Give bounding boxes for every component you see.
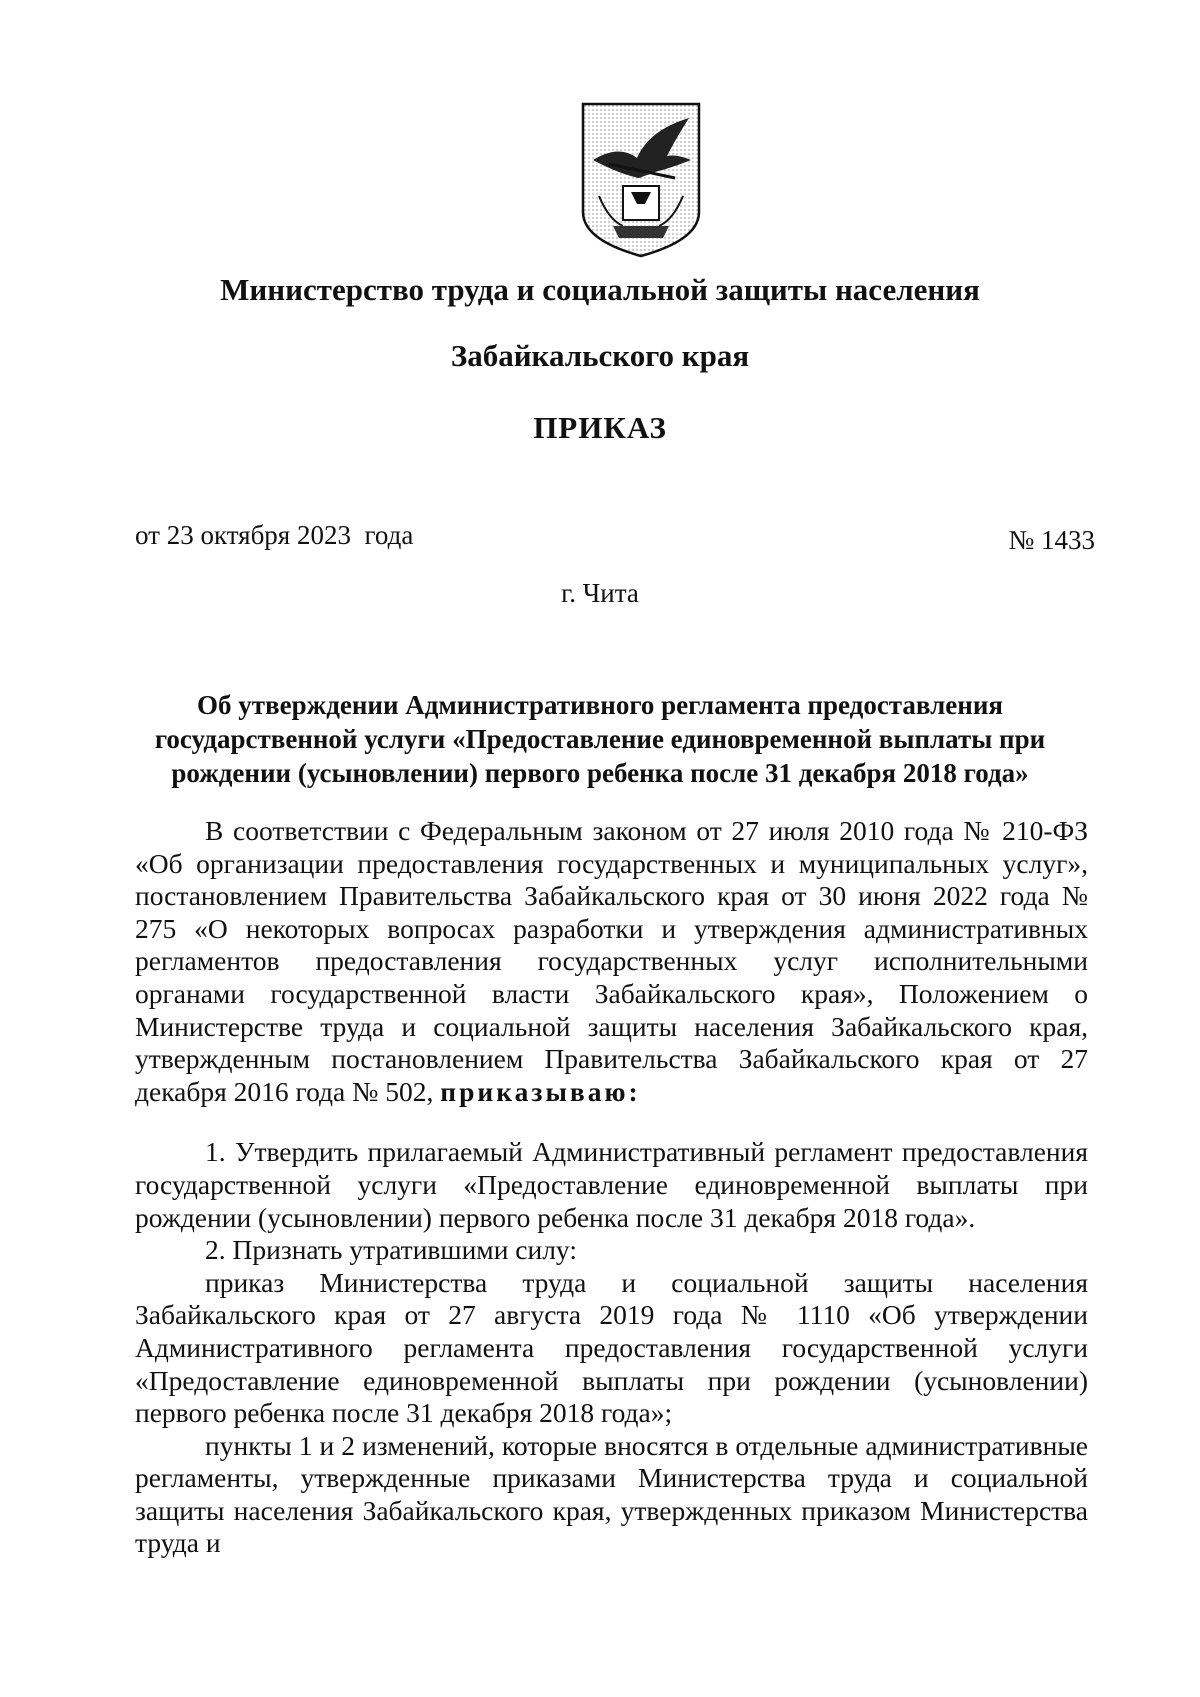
coat-of-arms-icon xyxy=(579,100,703,260)
preamble-text: В соответствии с Федеральным законом от 27 июля 2010 года № 210-ФЗ «Об организации предоставления государственных и муниципальных услуг», постановлением Правительства Забайкальского края от 30 июня 2022 года № 275 «О некоторых вопросах разработки и утверждения административных регламентов предоставления государственных услуг исполнительными органами государственной власти Забайкальского края», Положением о Министерстве труда и социальной защиты населения Забайкальского края, утвержденным постановлением Правительства Забайкальского края от 27 декабря 2016 года № 502, xyxy=(135,815,1088,1107)
ministry-name-line1: Министерство труда и социальной защиты населения xyxy=(220,272,980,307)
document-date: от 23 октября 2023 года xyxy=(135,520,414,550)
order-word: приказываю: xyxy=(440,1075,641,1107)
document-body xyxy=(135,815,1088,1560)
preamble-paragraph xyxy=(135,815,1088,1108)
document-number: № 1433 xyxy=(1008,525,1095,555)
document-city: г. Чита xyxy=(561,578,639,608)
document-title: Об утверждении Административного регламента предоставления государственной услуги «Предоставление единовременной выплаты при рождении (усыновлении) первого ребенка после 31 декабря 2018 года» xyxy=(154,690,1046,788)
ministry-name-line2: Забайкальского края xyxy=(450,338,750,373)
item-1-paragraph: 1. Утвердить прилагаемый Административный регламент предоставления государственной услуги «Предоставление единовременной выплаты при рождении (усыновлении) первого ребенка после 31 декабря 2018 года». xyxy=(135,1136,1088,1233)
document-type: ПРИКАЗ xyxy=(533,410,667,445)
item-2b-paragraph: пункты 1 и 2 изменений, которые вносятся в отдельные административные регламенты, утвержденные приказами Министерства труда и социальной защиты населения Забайкальского края, утвержденных приказом Министерства труда и xyxy=(135,1429,1088,1559)
item-2-paragraph: 2. Признать утратившими силу: xyxy=(205,1234,577,1266)
item-2a-paragraph: приказ Министерства труда и социальной защиты населения Забайкальского края от 27 августа 2019 года № 1110 «Об утверждении Административного регламента предоставления государственной услуги «Предоставление единовременной выплаты при рождении (усыновлении) первого ребенка после 31 декабря 2018 года»; xyxy=(135,1266,1088,1429)
